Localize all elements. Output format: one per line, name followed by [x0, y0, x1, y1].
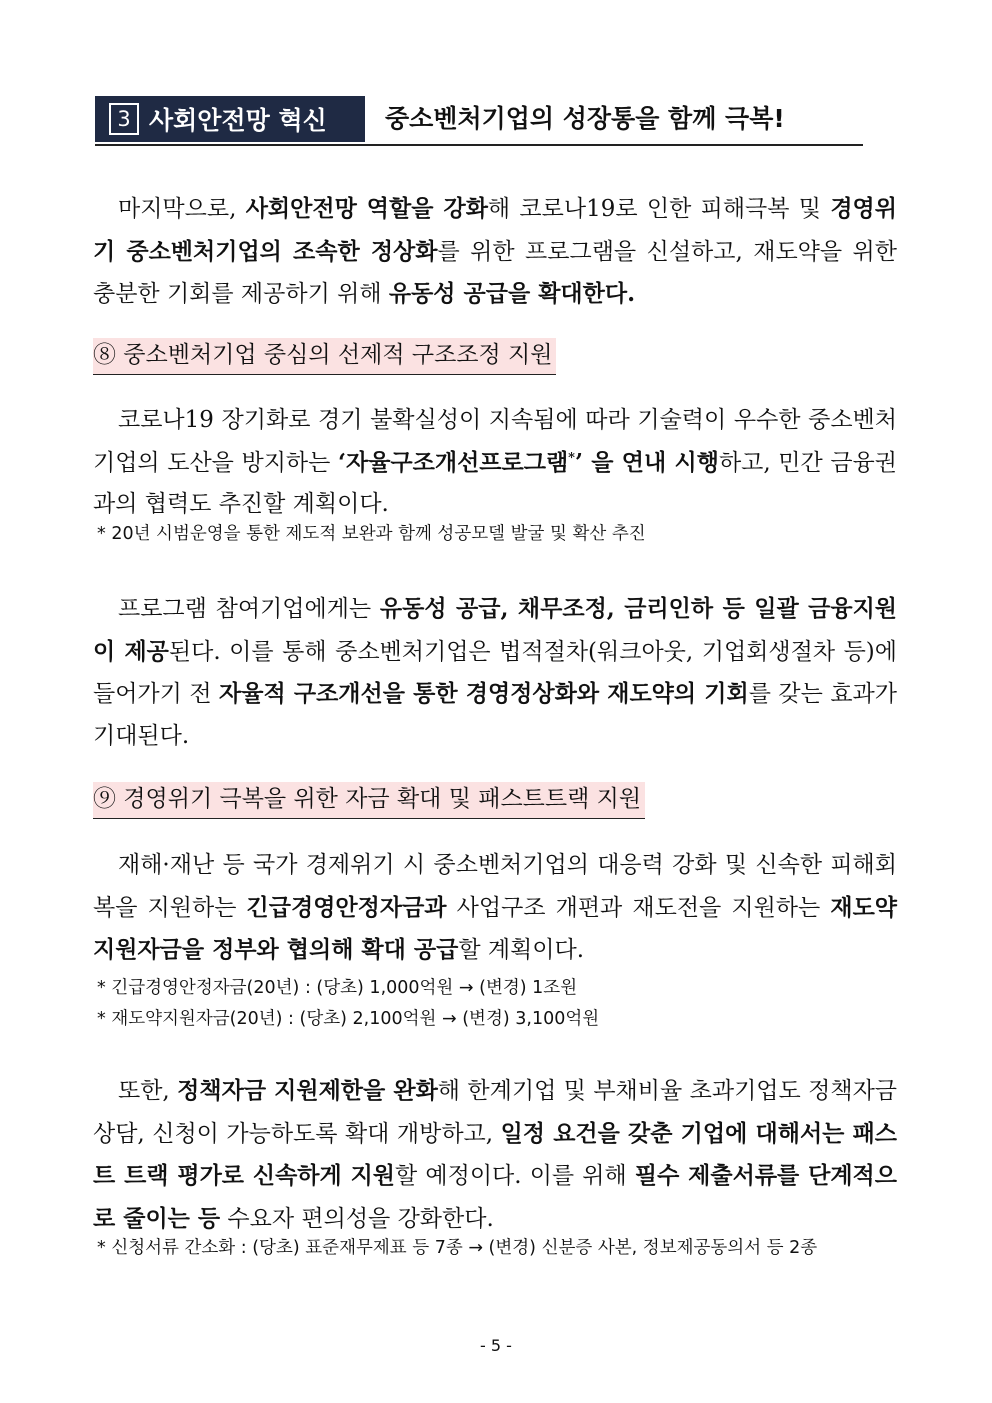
section-header-label-box — [95, 96, 365, 142]
subsection-9-footnote-2: * 재도약지원자금(20년) : (당초) 2,100억원 → (변경) 3,100억원 — [97, 1009, 600, 1029]
subsection-8-paragraph-2 — [93, 588, 897, 757]
text-run: 할 계획이다. — [458, 937, 585, 963]
text-run: 또한, — [118, 1078, 178, 1104]
subsection-8-paragraph-1 — [93, 400, 897, 526]
bold-text-run: 사회안전망 역할을 강화 — [245, 195, 488, 222]
section-label: 사회안전망 혁신 — [149, 106, 327, 135]
subsection-8-title: ⑧ 중소벤처기업 중심의 선제적 구조조정 지원 — [93, 338, 556, 375]
text-run: 할 예정이다. 이를 위해 — [395, 1163, 635, 1189]
page-number: - 5 - — [480, 1336, 512, 1355]
bold-text-run: 자율적 구조개선을 통한 경영정상화와 재도약의 기회 — [219, 680, 749, 707]
text-run: 하고, 민간 금융권과의 협력도 추진할 계획이다. — [93, 449, 897, 517]
text-run: 를 갖는 효과가 기대된다. — [93, 681, 897, 749]
text-run: 된다. 이를 통해 중소벤처기업은 법적절차(워크아웃, 기업회생절차 등)에 들어가기 전 — [93, 638, 897, 707]
text-run: 코로나19 장기화로 경기 불확실성이 지속됨에 따라 기술력이 우수한 중소벤처기업의 도산을 방지하는 — [93, 407, 897, 476]
section-title: 중소벤처기업의 성장통을 함께 극복! — [385, 104, 785, 133]
text-run: 프로그램 참여기업에게는 — [118, 596, 380, 622]
text-run: 해 코로나19로 인한 피해극복 및 — [487, 196, 831, 222]
section-number: 3 — [109, 103, 139, 135]
bold-text-run: 일정 요건을 갖춘 기업에 대해서는 패스트 트랙 평가로 신속하게 지원 — [93, 1119, 898, 1189]
bold-text-run: 긴급경영안정자금과 — [246, 893, 447, 921]
bold-text-run: 정책자금 지원제한을 완화 — [177, 1077, 438, 1104]
text-run: 사업구조 개편과 재도전을 지원하는 — [446, 894, 831, 921]
bold-text-run: 유동성 공급, 채무조정, 금리인하 등 일괄 금융지원이 제공 — [93, 595, 898, 665]
subsection-9-title: ⑨ 경영위기 극복을 위한 자금 확대 및 패스트트랙 지원 — [93, 782, 645, 819]
intro-paragraph — [93, 188, 897, 316]
bold-text-run: 경영위기 중소벤처기업의 조속한 정상화 — [93, 195, 897, 265]
bold-text-run: ‘자율구조개선프로그램 — [337, 448, 569, 476]
text-run: 를 위한 프로그램을 신설하고, 재도약을 위한 충분한 기회를 제공하기 위해 — [93, 238, 897, 307]
text-run: 재해·재난 등 국가 경제위기 시 중소벤처기업의 대응력 강화 및 신속한 피해회복을 지원하는 — [93, 852, 897, 921]
bold-text-run: 유동성 공급을 확대한다. — [388, 280, 636, 307]
subsection-8-footnote: * 20년 시범운영을 통한 제도적 보완과 함께 성공모델 발굴 및 확산 추진 — [97, 524, 646, 544]
bold-text-run: 재도약지원자금을 정부와 협의해 확대 공급 — [93, 893, 898, 963]
subsection-9-paragraph-1 — [93, 845, 897, 972]
text-run: 마지막으로, — [118, 196, 246, 222]
text-run: 수요자 편의성을 강화한다. — [220, 1205, 494, 1232]
section-header — [95, 96, 863, 146]
subsection-9-footnote-3: * 신청서류 간소화 : (당초) 표준재무제표 등 7종 → (변경) 신분증 사본, 정보제공동의서 등 2종 — [97, 1238, 818, 1258]
subsection-9-footnote-1: * 긴급경영안정자금(20년) : (당초) 1,000억원 → (변경) 1조원 — [97, 978, 578, 998]
bold-text-run: ’ 을 연내 시행 — [574, 448, 719, 476]
text-run: 해 한계기업 및 부채비율 초과기업도 정책자금 상담, 신청이 가능하도록 확대 개방하고, — [93, 1078, 898, 1147]
subsection-9-paragraph-2 — [93, 1070, 897, 1240]
bold-text-run: * — [568, 449, 575, 465]
bold-text-run: 필수 제출서류를 단계적으로 줄이는 등 — [93, 1162, 897, 1232]
